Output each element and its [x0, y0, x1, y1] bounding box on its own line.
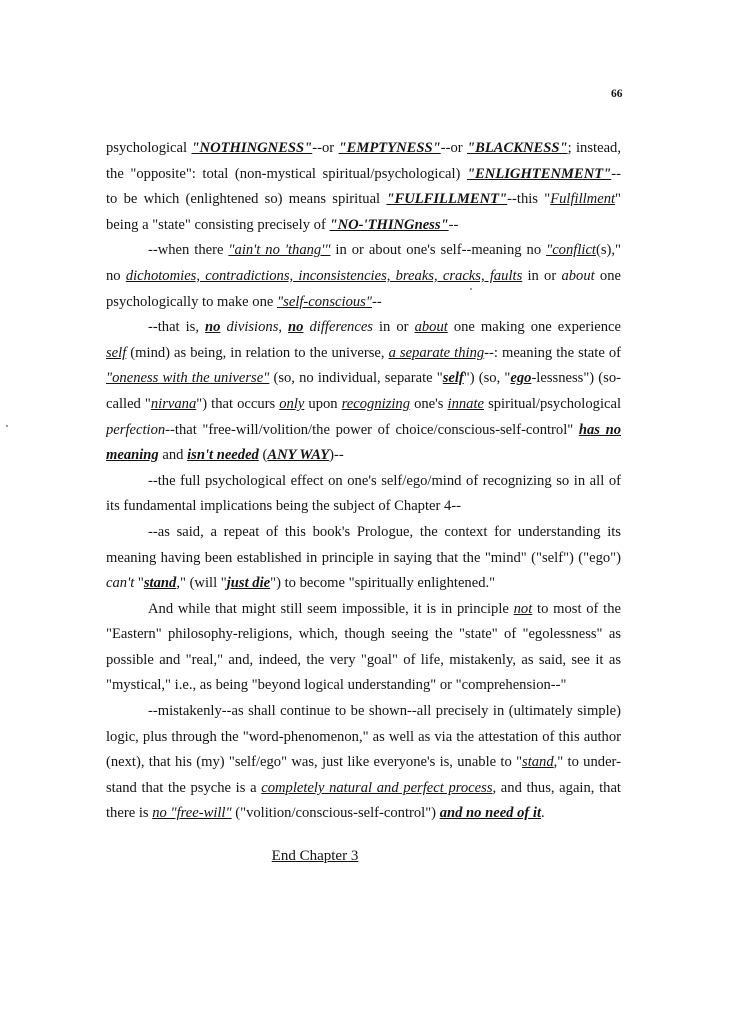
text-run: "Eastern" philosophy-religions, which, though seeing the "state" of "egolessness" as: [106, 626, 621, 643]
text-run: "self-conscious": [277, 293, 372, 310]
text-run: dichotomies, contradictions, inconsistencies, breaks, cracks, faults: [125, 267, 523, 284]
text-run: a separate thing: [388, 344, 485, 361]
text-run: "ain't no 'thang'": [228, 242, 331, 259]
text-run: ": [615, 191, 621, 208]
text-run: in or about one's self--meaning no: [330, 242, 547, 259]
text-run: --or: [440, 140, 467, 156]
text-run: stand: [522, 754, 554, 771]
text-run: "NO-'THINGness": [329, 216, 449, 233]
text-line: [106, 187, 621, 213]
text-run: --or: [312, 140, 339, 156]
text-run: possible and "real," and, indeed, the very "goal" of life, mistakenly, as said, see it as: [106, 651, 621, 668]
text-line: [106, 238, 621, 264]
text-line: [106, 341, 621, 367]
text-line: [106, 418, 621, 444]
text-run: --that is,: [148, 319, 206, 336]
text-run: meaning having been established in principle in saying that the "mind" ("self") ("ego"): [106, 549, 621, 566]
text-run: one making one experience: [453, 319, 621, 336]
text-run: --: [611, 165, 621, 182]
text-run: ,: [278, 319, 289, 336]
page-number: 66: [611, 88, 623, 100]
text-run: "ENLIGHTENMENT": [466, 165, 612, 182]
text-line: [106, 469, 621, 495]
text-run: )--: [329, 447, 344, 464]
text-run: "BLACKNESS": [467, 140, 568, 156]
text-run: ," (will ": [176, 575, 227, 592]
text-run: --: [371, 293, 382, 310]
text-run: in or: [522, 267, 562, 284]
text-line: [106, 162, 621, 188]
text-run: "oneness with the universe": [106, 370, 270, 387]
text-line: [106, 725, 621, 751]
text-run: can't: [106, 575, 135, 592]
text-run: stand that the psyche is a: [106, 779, 262, 796]
text-run: being a "state" consisting precisely of: [106, 216, 330, 233]
text-run: innate: [447, 395, 485, 412]
scan-speck: [6, 425, 8, 427]
text-run: ": [134, 575, 144, 592]
text-run: one's: [410, 395, 448, 412]
text-run: called ": [106, 395, 151, 412]
text-line: [106, 443, 621, 469]
text-line: [106, 136, 621, 162]
text-run: no: [205, 319, 221, 336]
text-run: the "opposite": total (non-mystical spiritual/psychological): [106, 165, 467, 182]
text-run: nirvana: [150, 395, 197, 412]
text-run: (: [258, 447, 268, 464]
text-run: to be which (enlightened so) means spiritual: [106, 191, 387, 208]
text-run: about: [414, 319, 448, 336]
text-run: psychological: [106, 140, 192, 156]
text-line: [106, 290, 621, 316]
text-run: "mystical," i.e., as being "beyond logical understanding" or "comprehension--": [106, 677, 567, 694]
text-run: no: [288, 319, 304, 336]
text-run: about: [561, 267, 595, 284]
text-run: ") that occurs: [196, 395, 280, 412]
text-run: ("volition/conscious-self-control"): [231, 805, 440, 822]
text-line: [106, 520, 621, 546]
text-run: divisions: [226, 319, 279, 336]
text-run: ," to under-: [553, 754, 621, 771]
text-run: recognizing: [341, 395, 411, 412]
text-line: [106, 392, 621, 418]
text-line: [106, 750, 621, 776]
text-run: --: meaning the state of: [484, 344, 621, 361]
text-run: (s),": [595, 242, 621, 259]
text-run: "FULFILLMENT": [386, 191, 508, 208]
text-run: (so, no individual, separate ": [269, 370, 443, 387]
text-run: there is: [106, 805, 153, 822]
chapter-end: [0, 848, 750, 865]
text-run: and: [158, 447, 188, 464]
text-run: psychologically to make one: [106, 293, 278, 310]
text-run: Fulfillment: [550, 191, 616, 208]
body-text: [106, 136, 621, 827]
text-run: ANY WAY: [267, 447, 330, 464]
text-run: stand: [143, 575, 177, 592]
text-run: ego: [510, 370, 532, 387]
text-line: [106, 264, 621, 290]
text-line: [106, 597, 621, 623]
text-line: [106, 648, 621, 674]
text-line: [106, 776, 621, 802]
text-run: in or: [372, 319, 415, 336]
text-run: its fundamental implications being the subject of Chapter 4--: [106, 498, 462, 515]
text-line: [106, 622, 621, 648]
chapter-end-label: End Chapter 3: [271, 848, 359, 864]
text-run: --that "free-will/volition/the power of choice/conscious-self-control": [165, 421, 579, 438]
text-line: [106, 673, 621, 699]
text-line: [106, 699, 621, 725]
text-run: meaning: [106, 447, 159, 464]
text-run: --this ": [507, 191, 551, 208]
text-run: --: [448, 216, 459, 233]
text-run: ") to become "spiritually enlightened.": [270, 575, 496, 592]
text-run: no: [106, 267, 126, 284]
text-run: to most of the: [532, 600, 621, 617]
text-run: --when there: [148, 242, 229, 259]
text-run: (mind) as being, in relation to the universe,: [126, 344, 389, 361]
text-run: has no: [578, 421, 621, 438]
text-run: only: [279, 395, 305, 412]
text-run: "conflict: [546, 242, 596, 259]
text-run: upon: [304, 395, 342, 412]
text-run: differences: [309, 319, 373, 336]
text-run: -lessness") (so-: [531, 370, 621, 387]
text-run: --the full psychological effect on one's self/ego/mind of recognizing so in all of: [148, 472, 621, 489]
text-line: [106, 494, 621, 520]
text-line: [106, 571, 621, 597]
text-run: ; instead,: [567, 140, 621, 156]
text-run: spiritual/psychological: [484, 395, 621, 412]
text-run: (next), that his (my) "self/ego" was, just like everyone's is, unable to ": [106, 754, 523, 771]
text-line: [106, 801, 621, 827]
text-run: --mistakenly--as shall continue to be shown--all precisely in (ultimately simple): [148, 703, 621, 720]
text-run: And while that might still seem impossible, it is in principle: [148, 600, 514, 617]
text-run: , and thus, again, that: [492, 779, 621, 796]
text-run: "NOTHINGNESS": [191, 140, 313, 156]
text-run: .: [541, 805, 545, 822]
text-run: just die: [226, 575, 271, 592]
text-run: "EMPTYNESS": [338, 140, 441, 156]
text-line: [106, 213, 621, 239]
text-run: ") (so, ": [463, 370, 511, 387]
text-run: isn't needed: [187, 447, 259, 464]
text-line: [106, 315, 621, 341]
text-run: logic, plus through the "word-phenomenon," as well as via the attestation of this author: [106, 728, 621, 745]
text-run: --as said, a repeat of this book's Prologue, the context for understanding its: [148, 523, 621, 540]
text-run: completely natural and perfect process: [261, 779, 493, 796]
text-run: not: [513, 600, 533, 617]
text-run: self: [106, 344, 127, 361]
text-line: [106, 366, 621, 392]
text-run: perfection: [106, 421, 166, 438]
text-run: no "free-will": [152, 805, 232, 822]
text-run: and no need of it: [439, 805, 542, 822]
text-run: one: [594, 267, 621, 284]
text-run: self: [442, 370, 464, 387]
text-line: [106, 546, 621, 572]
scan-speck: [470, 288, 472, 290]
